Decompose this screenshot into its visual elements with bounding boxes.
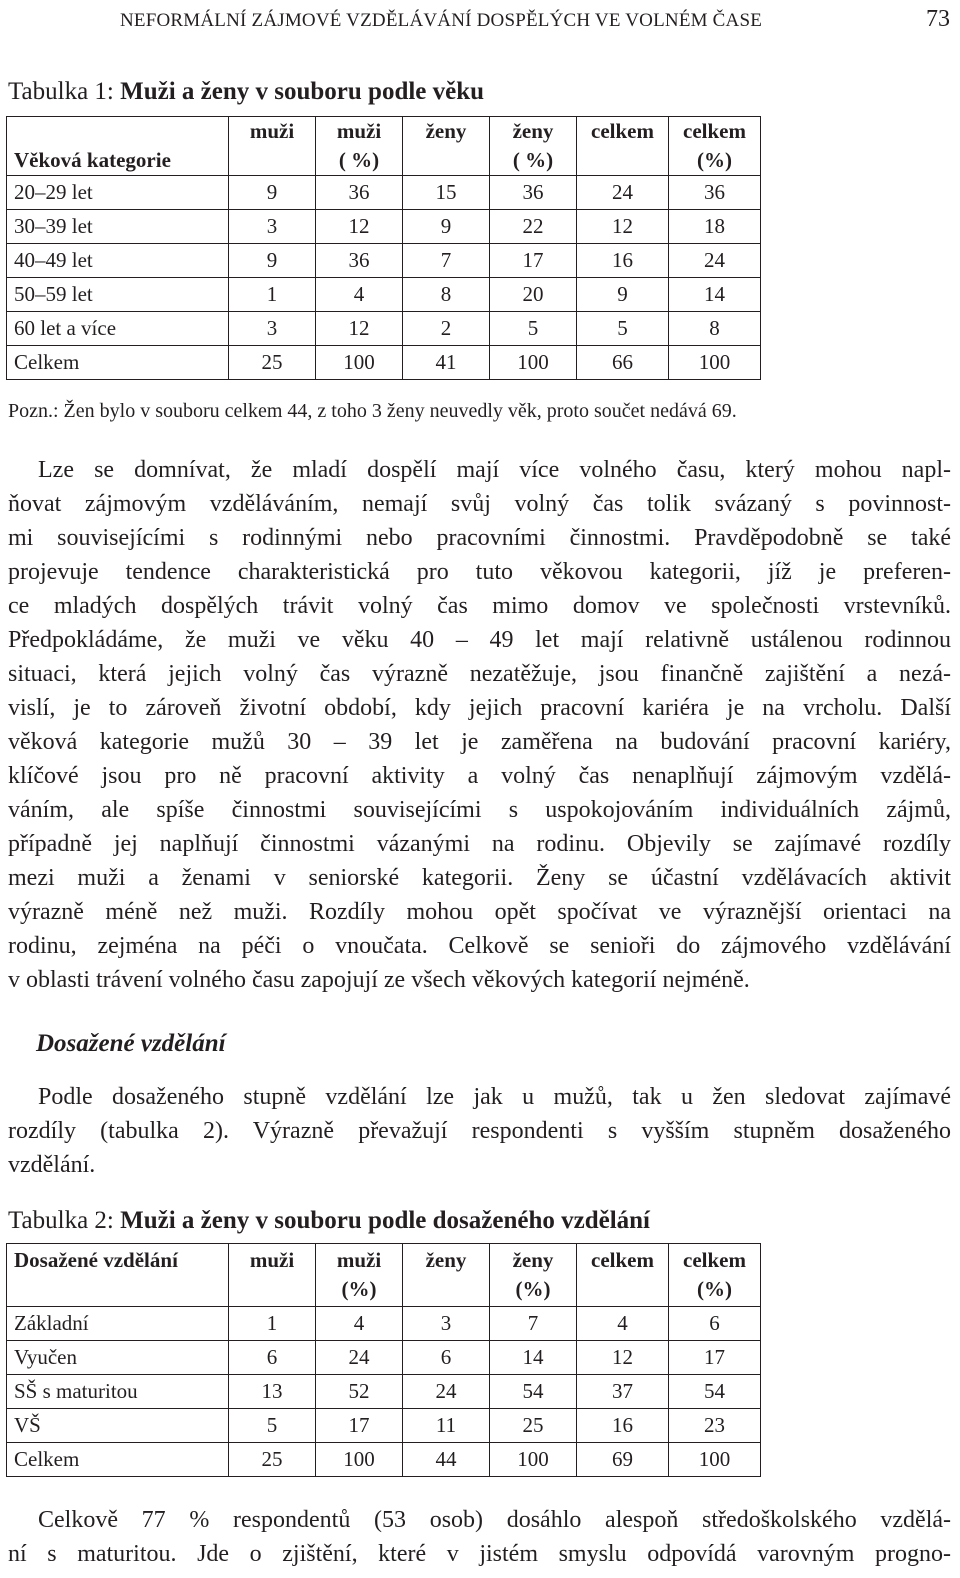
text-line: Předpokládáme, že muži ve věku 40 – 49 let mají relativně ustálenou rodinnou [8,627,951,653]
header-women-pct-line2: ( %) [512,148,554,172]
header-total-pct [669,1244,761,1307]
cell-total: 9 [577,278,669,312]
cell-total: 16 [577,244,669,278]
text-line: váním, ale spíše činnostmi souvisejícími s uspokojováním individuálních zájmů, [8,797,951,823]
cell-total: 12 [577,1341,669,1375]
cell-women: 8 [403,278,490,312]
table-row [7,244,761,278]
text-line: ňovat zájmovým vzděláváním, nemají svůj volný čas tolik svázaný s povinnost- [8,491,951,517]
text-line: mi souvisejícími s rodinnými nebo pracovními činnostmi. Pravděpodobně se také [8,525,951,551]
cell-total-pct: 18 [669,210,761,244]
cell-women-pct: 7 [490,1307,577,1341]
cell-label: Celkem [7,346,229,380]
text-line: ce mladých dospělých trávit volný čas mimo domov ve společnosti vrstevníků. [8,593,951,619]
paragraph-education-summary [8,1503,951,1571]
cell-label: 30–39 let [7,210,229,244]
table-row [7,346,761,380]
cell-women-pct: 5 [490,312,577,346]
cell-women-pct: 54 [490,1375,577,1409]
cell-women-pct: 14 [490,1341,577,1375]
cell-women: 44 [403,1443,490,1477]
header-women: ženy [403,1244,490,1307]
cell-label: 50–59 let [7,278,229,312]
cell-total-pct: 100 [669,1443,761,1477]
cell-women-pct: 25 [490,1409,577,1443]
header-men: muži [229,1244,316,1307]
cell-men-pct: 52 [316,1375,403,1409]
cell-total: 5 [577,312,669,346]
cell-men-pct: 12 [316,312,403,346]
table-row [7,278,761,312]
header-men-pct-line2: ( %) [338,148,380,172]
header-category: Věková kategorie [7,117,229,176]
cell-men: 3 [229,210,316,244]
cell-women: 9 [403,210,490,244]
table1-caption-prefix: Tabulka 1: [8,78,121,105]
cell-men-pct: 36 [316,176,403,210]
cell-label: Vyučen [7,1341,229,1375]
cell-total: 4 [577,1307,669,1341]
cell-label: VŠ [7,1409,229,1443]
header-total-pct-line2: (%) [697,1277,732,1301]
text-line: v oblasti trávení volného času zapojují ze všech věkových kategorií nejméně. [8,967,750,993]
text-line: rozdíly (tabulka 2). Výrazně převažují respondenti s vyšším stupněm dosaženého [8,1118,951,1144]
text-line: projevuje tendence charakteristická pro tuto věkovou kategorii, jíž je preferen- [8,559,951,585]
cell-total-pct: 23 [669,1409,761,1443]
cell-men-pct: 4 [316,278,403,312]
cell-men: 25 [229,1443,316,1477]
text-line: rodinu, zejména na péči o vnoučata. Celkově se senioři do zájmového vzdělávání [8,933,951,959]
cell-label: 20–29 let [7,176,229,210]
cell-label: Celkem [7,1443,229,1477]
cell-label: 40–49 let [7,244,229,278]
section-heading: Dosažené vzdělání [36,1030,226,1057]
cell-men: 5 [229,1409,316,1443]
text-line: situaci, která jejich volný čas výrazně nezatěžuje, jsou finančně zajištění a nezá- [8,661,951,687]
cell-women: 6 [403,1341,490,1375]
cell-men: 9 [229,176,316,210]
cell-men-pct: 17 [316,1409,403,1443]
cell-total-pct: 17 [669,1341,761,1375]
cell-men-pct: 100 [316,346,403,380]
table-row [7,210,761,244]
running-title: NEFORMÁLNÍ ZÁJMOVÉ VZDĚLÁVÁNÍ DOSPĚLÝCH VE VOLNÉM ČASE [120,10,763,31]
table-row [7,1375,761,1409]
header-category: Dosažené vzdělání [7,1244,229,1307]
cell-women: 3 [403,1307,490,1341]
cell-total-pct: 6 [669,1307,761,1341]
table1-caption [8,78,484,106]
text-line: vzdělání. [8,1152,96,1178]
cell-women-pct: 17 [490,244,577,278]
text-line: Celkově 77 % respondentů (53 osob) dosáhlo alespoň středoškolského vzdělá- [38,1507,951,1533]
table-row [7,1443,761,1477]
text-line: klíčové jsou pro ně pracovní aktivity a volný čas nenaplňují zájmovým vzdělá- [8,763,951,789]
cell-total-pct: 8 [669,312,761,346]
header-women-pct-line1: ženy [512,1248,554,1272]
header-total-pct [669,117,761,176]
table-row [7,176,761,210]
table-header-row [7,117,761,176]
cell-total: 66 [577,346,669,380]
cell-label: 60 let a více [7,312,229,346]
table-age [6,116,761,380]
table-row [7,1341,761,1375]
table1-note: Pozn.: Žen bylo v souboru celkem 44, z toho 3 ženy neuvedly věk, proto součet nedává 69. [8,400,737,422]
cell-men: 6 [229,1341,316,1375]
header-total-pct-line1: celkem [683,1248,746,1272]
cell-total-pct: 54 [669,1375,761,1409]
cell-men: 1 [229,1307,316,1341]
cell-men-pct: 100 [316,1443,403,1477]
header-men-pct [316,1244,403,1307]
cell-women-pct: 22 [490,210,577,244]
cell-women-pct: 100 [490,1443,577,1477]
cell-women: 11 [403,1409,490,1443]
cell-men: 9 [229,244,316,278]
text-line: vislí, je to zároveň životní období, kdy jejich pracovní kariéra je na vrcholu. Další [8,695,951,721]
cell-women-pct: 36 [490,176,577,210]
cell-women: 24 [403,1375,490,1409]
header-men: muži [229,117,316,176]
table2-caption-prefix: Tabulka 2: [8,1207,121,1234]
table-education [6,1243,761,1477]
text-line: ní s maturitou. Jde o zjištění, které v jistém smyslu odpovídá varovným progno- [8,1541,951,1567]
header-women-pct-line1: ženy [512,119,554,143]
cell-men: 25 [229,346,316,380]
header-total: celkem [577,117,669,176]
page-header [120,6,950,36]
header-women-pct-line2: (%) [515,1277,551,1301]
cell-total: 16 [577,1409,669,1443]
page-number: 73 [926,6,950,32]
cell-total-pct: 14 [669,278,761,312]
table-row [7,1409,761,1443]
header-women-pct [490,117,577,176]
cell-label: Základní [7,1307,229,1341]
cell-men: 13 [229,1375,316,1409]
cell-men-pct: 36 [316,244,403,278]
cell-label: SŠ s maturitou [7,1375,229,1409]
cell-total: 24 [577,176,669,210]
table-row [7,1307,761,1341]
cell-total: 37 [577,1375,669,1409]
cell-women: 7 [403,244,490,278]
header-total: celkem [577,1244,669,1307]
cell-women: 15 [403,176,490,210]
text-line: mezi muži a ženami v seniorské kategorii. Ženy se účastní vzdělávacích aktivit [8,865,951,891]
cell-men: 1 [229,278,316,312]
header-men-pct [316,117,403,176]
cell-total: 69 [577,1443,669,1477]
text-line: Lze se domnívat, že mladí dospělí mají více volného času, který mohou napl- [38,457,951,483]
cell-women: 2 [403,312,490,346]
table2-caption [8,1207,650,1235]
cell-men-pct: 12 [316,210,403,244]
header-men-pct-line1: muži [336,1248,382,1272]
text-line: Podle dosaženého stupně vzdělání lze jak u mužů, tak u žen sledovat zajímavé [38,1084,951,1110]
header-women: ženy [403,117,490,176]
header-men-pct-line2: (%) [341,1277,377,1301]
cell-total-pct: 100 [669,346,761,380]
table1-caption-title: Muži a ženy v souboru podle věku [120,78,485,105]
cell-total-pct: 36 [669,176,761,210]
paragraph-education-intro [8,1080,951,1182]
text-line: případně jej naplňují činnostmi vázanými na rodinu. Objevily se zajímavé rozdíly [8,831,951,857]
cell-total-pct: 24 [669,244,761,278]
text-line: výrazně méně než muži. Rozdíly mohou opět spočívat ve výraznější orientaci na [8,899,951,925]
header-total-pct-line1: celkem [683,119,746,143]
text-line: věková kategorie mužů 30 – 39 let je zaměřena na budování pracovní kariéry, [8,729,951,755]
header-total-pct-line2: (%) [697,148,732,172]
cell-men-pct: 4 [316,1307,403,1341]
table-header-row [7,1244,761,1307]
table-row [7,312,761,346]
cell-men: 3 [229,312,316,346]
cell-total: 12 [577,210,669,244]
header-women-pct [490,1244,577,1307]
cell-men-pct: 24 [316,1341,403,1375]
paragraph-age-discussion [8,453,951,997]
cell-women-pct: 20 [490,278,577,312]
cell-women: 41 [403,346,490,380]
table2-caption-title: Muži a ženy v souboru podle dosaženého vzdělání [120,1207,651,1234]
cell-women-pct: 100 [490,346,577,380]
header-men-pct-line1: muži [336,119,382,143]
